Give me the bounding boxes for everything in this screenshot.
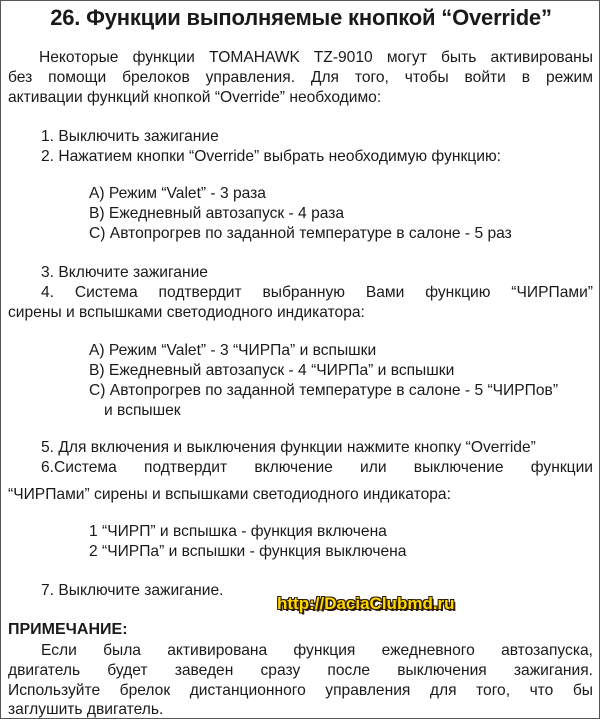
note-line-1: Если была активирована функция ежедневного автозапуска,: [41, 642, 593, 659]
step-5: 5. Для включения и выключения функции нажмите кнопку “Override”: [41, 439, 536, 456]
option-a-valet: A) Режим “Valet” - 3 раза: [89, 185, 266, 202]
step-6-line-1: 6.Система подтвердит включение или выключение функции: [41, 459, 593, 476]
intro-line-2: без помощи брелоков управления. Для того, чтобы войти в режим: [8, 69, 593, 86]
confirm-option-c: C) Автопрогрев по заданной температуре в салоне - 5 “ЧИРПов”: [89, 382, 559, 399]
step-6-line-2: “ЧИРПами” сирены и вспышками светодиодного индикатора:: [8, 486, 451, 503]
intro-line-3: активации функций кнопкой “Override” необходимо:: [8, 89, 382, 106]
confirm-option-b: B) Ежедневный автозапуск - 4 “ЧИРПа” и вспышки: [89, 362, 455, 379]
confirm-option-c-cont: и вспышек: [104, 402, 181, 419]
step-7: 7. Выключите зажигание.: [41, 582, 224, 599]
step-2: 2. Нажатием кнопки “Override” выбрать необходимую функцию:: [41, 148, 501, 165]
note-line-4: заглушить двигатель.: [8, 701, 164, 718]
option-c-preheat: C) Автопрогрев по заданной температуре в салоне - 5 раз: [89, 225, 512, 242]
confirm-option-a: A) Режим “Valet” - 3 “ЧИРПа” и вспышки: [89, 342, 377, 359]
note-line-3: Используйте брелок дистанционного управления для того, что бы: [8, 682, 593, 699]
intro-line-1: Некоторые функции TOMAHAWK TZ-9010 могут быть активированы: [39, 49, 593, 66]
step-3: 3. Включите зажигание: [41, 264, 208, 281]
confirm-off: 2 “ЧИРПа” и вспышки - функция выключена: [89, 543, 407, 560]
page-title: 26. Функции выполняемые кнопкой “Override”: [50, 5, 552, 30]
step-4-line-1: 4. Система подтвердит выбранную Вами функцию “ЧИРПами”: [41, 284, 593, 301]
option-b-autostart: B) Ежедневный автозапуск - 4 раза: [89, 205, 345, 222]
watermark-link[interactable]: http://DaciaClubmd.ru: [277, 594, 455, 613]
note-line-2: двигатель будет заведен сразу после выключения зажигания.: [8, 662, 593, 679]
confirm-on: 1 “ЧИРП” и вспышка - функция включена: [89, 523, 387, 540]
step-1: 1. Выключить зажигание: [41, 128, 219, 145]
note-heading: ПРИМЕЧАНИЕ:: [8, 621, 128, 638]
step-4-line-2: сирены и вспышками светодиодного индикатора:: [8, 304, 365, 321]
